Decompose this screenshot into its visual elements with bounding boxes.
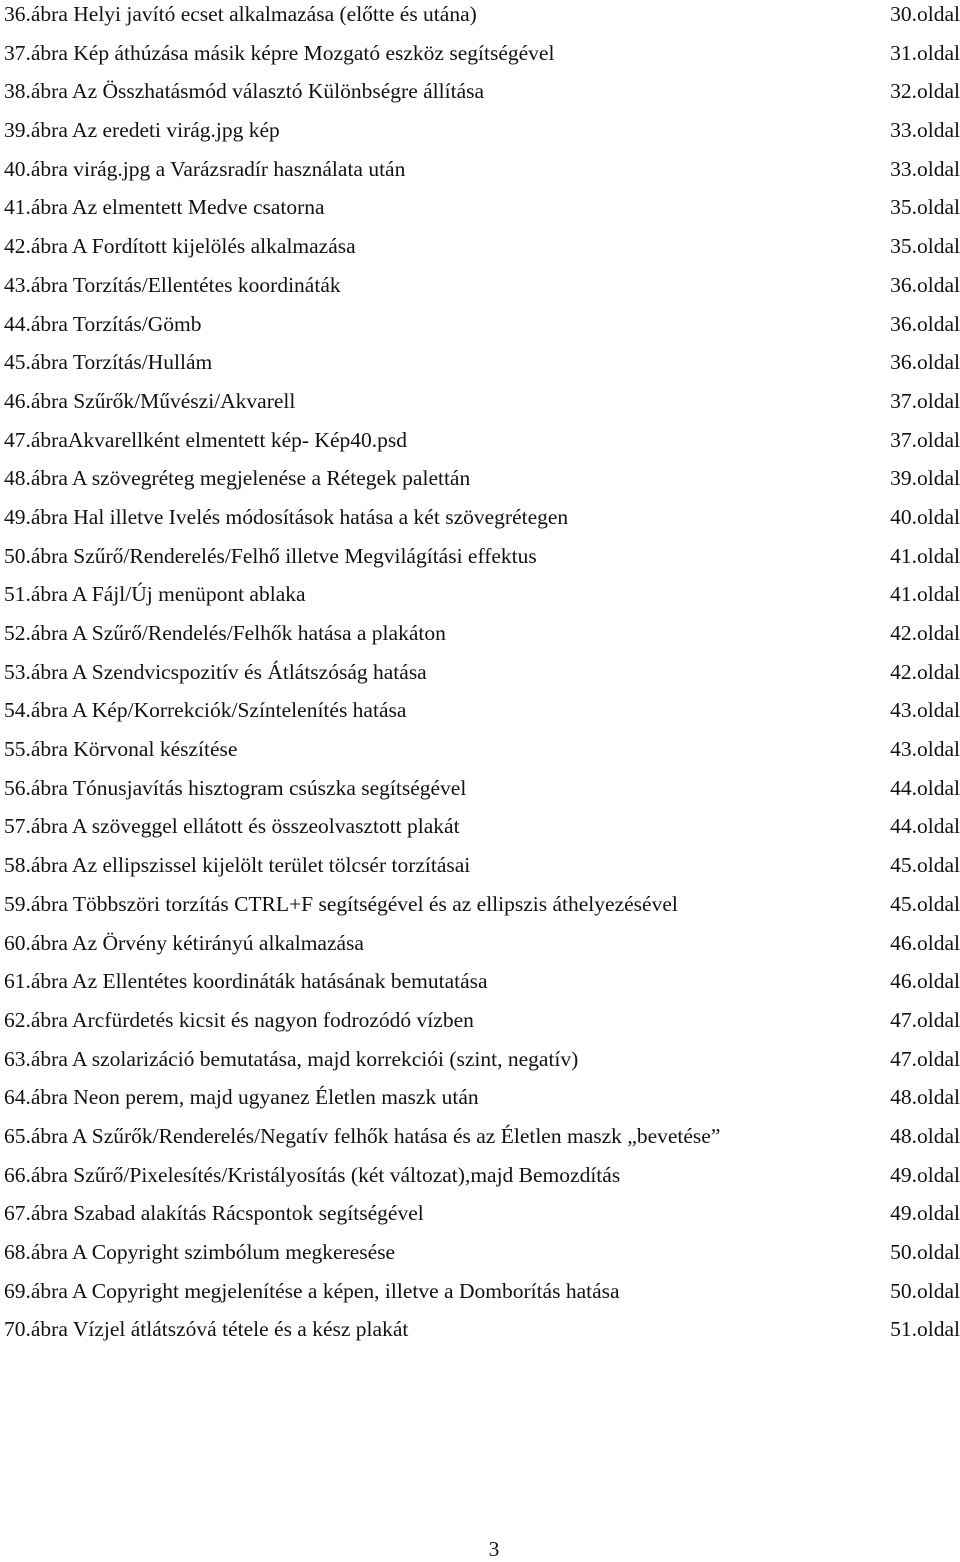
list-item [0, 155, 960, 194]
figure-page-reference: 43.oldal [890, 737, 960, 762]
figure-title: 50.ábra Szűrő/Renderelés/Felhő illetve Megvilágítási effektus [4, 543, 537, 568]
list-item [0, 348, 960, 387]
list-item [0, 193, 960, 232]
figure-title: 51.ábra A Fájl/Új menüpont ablaka [4, 582, 306, 607]
figure-page-reference: 42.oldal [890, 621, 960, 645]
list-item [0, 426, 960, 465]
figure-title: 49.ábra Hal illetve Ivelés módosítások hatása a két szövegrétegen [4, 504, 569, 529]
figure-page-reference: 36.oldal [890, 350, 960, 375]
figure-page-reference: 39.oldal [890, 466, 960, 491]
list-item [0, 503, 960, 542]
figure-title: 52.ábra A Szűrő/Rendelés/Felhők hatása a plakáton [4, 621, 446, 645]
figure-title: 61.ábra Az Ellentétes koordináták hatásának bemutatása [4, 969, 488, 994]
figure-title: 54.ábra A Kép/Korrekciók/Színtelenítés hatása [4, 698, 407, 723]
list-item [0, 658, 960, 697]
list-item [0, 464, 960, 503]
figure-title: 60.ábra Az Örvény kétirányú alkalmazása [4, 930, 364, 955]
figure-page-reference: 46.oldal [890, 930, 960, 955]
figure-title: 38.ábra Az Összhatásmód választó Különbségre állítása [4, 79, 485, 104]
list-item [0, 580, 960, 619]
figure-title: 56.ábra Tónusjavítás hisztogram csúszka segítségével [4, 775, 467, 800]
figure-page-reference: 48.oldal [890, 1085, 960, 1110]
figure-title: 59.ábra Többszöri torzítás CTRL+F segítségével és az ellipszis áthelyezésével [4, 891, 678, 916]
page-number: 3 [488, 1537, 500, 1561]
figure-page-reference: 37.oldal [890, 427, 960, 452]
figure-title: 45.ábra Torzítás/Hullám [4, 350, 213, 375]
figure-page-reference: 41.oldal [890, 543, 960, 568]
figure-title: 48.ábra A szövegréteg megjelenése a Rétegek palettán [4, 466, 471, 491]
list-item [0, 542, 960, 581]
list-item [0, 271, 960, 310]
figure-page-reference: 44.oldal [890, 775, 960, 800]
figure-page-reference: 48.oldal [890, 1123, 960, 1148]
figure-page-reference: 45.oldal [890, 891, 960, 916]
figure-page-reference: 50.oldal [890, 1240, 960, 1264]
list-item [0, 1045, 960, 1084]
list-item [0, 851, 960, 890]
figure-title: 67.ábra Szabad alakítás Rácspontok segítségével [4, 1201, 424, 1226]
figure-title: 46.ábra Szűrők/Művészi/Akvarell [4, 388, 296, 413]
figure-page-reference: 47.oldal [890, 1007, 960, 1032]
figure-page-reference: 30.oldal [890, 2, 960, 26]
figure-title: 69.ábra A Copyright megjelenítése a képen, illetve a Domborítás hatása [4, 1278, 620, 1303]
list-item [0, 116, 960, 155]
figure-page-reference: 46.oldal [890, 969, 960, 994]
figure-title: 43.ábra Torzítás/Ellentétes koordináták [4, 272, 341, 297]
figure-title: 63.ábra A szolarizáció bemutatása, majd korrekciói (szint, negatív) [4, 1046, 579, 1071]
figure-title: 58.ábra Az ellipszissel kijelölt terület tölcsér torzításai [4, 853, 471, 878]
list-item [0, 1161, 960, 1200]
figure-title: 44.ábra Torzítás/Gömb [4, 311, 202, 336]
figure-page-reference: 49.oldal [890, 1162, 960, 1187]
figure-title: 64.ábra Neon perem, majd ugyanez Életlen maszk után [4, 1085, 479, 1110]
list-item [0, 1199, 960, 1238]
figure-title: 66.ábra Szűrő/Pixelesítés/Kristályosítás (két változat),majd Bemozdítás [4, 1162, 621, 1187]
list-item [0, 39, 960, 78]
figure-page-reference: 36.oldal [890, 311, 960, 336]
figure-page-reference: 49.oldal [890, 1201, 960, 1226]
list-item [0, 0, 960, 39]
list-item [0, 812, 960, 851]
list-item [0, 77, 960, 116]
figure-page-reference: 45.oldal [890, 853, 960, 878]
list-item [0, 232, 960, 271]
list-item [0, 774, 960, 813]
list-item [0, 1122, 960, 1161]
list-item [0, 1277, 960, 1316]
figure-title: 65.ábra A Szűrők/Renderelés/Negatív felhők hatása és az Életlen maszk „bevetése” [4, 1123, 721, 1148]
figure-page-reference: 47.oldal [890, 1046, 960, 1071]
list-item [0, 929, 960, 968]
figure-page-reference: 36.oldal [890, 272, 960, 297]
list-item [0, 1315, 960, 1354]
figure-title: 53.ábra A Szendvicspozitív és Átlátszóság hatása [4, 659, 427, 684]
list-item [0, 967, 960, 1006]
list-item [0, 735, 960, 774]
figure-title: 47.ábraAkvarellként elmentett kép- Kép40.psd [4, 427, 407, 452]
figure-title: 62.ábra Arcfürdetés kicsit és nagyon fodrozódó vízben [4, 1007, 474, 1032]
figure-page-reference: 42.oldal [890, 659, 960, 684]
figure-title: 41.ábra Az elmentett Medve csatorna [4, 195, 325, 220]
figure-title: 70.ábra Vízjel átlátszóvá tétele és a kész plakát [4, 1317, 409, 1342]
figure-page-reference: 50.oldal [890, 1278, 960, 1303]
figure-title: 68.ábra A Copyright szimbólum megkeresése [4, 1240, 396, 1264]
list-item [0, 310, 960, 349]
figure-page-reference: 37.oldal [890, 388, 960, 413]
list-item [0, 1238, 960, 1277]
figure-page-reference: 40.oldal [890, 504, 960, 529]
figure-title: 40.ábra virág.jpg a Varázsradír használata után [4, 156, 406, 181]
figure-page-reference: 32.oldal [890, 79, 960, 104]
figure-page-reference: 33.oldal [890, 118, 960, 143]
list-item [0, 1006, 960, 1045]
figure-page-reference: 31.oldal [890, 40, 960, 65]
figure-page-reference: 43.oldal [890, 698, 960, 723]
list-item [0, 387, 960, 426]
figure-page-reference: 33.oldal [890, 156, 960, 181]
figure-page-reference: 35.oldal [890, 195, 960, 220]
figure-page-reference: 35.oldal [890, 234, 960, 259]
list-item [0, 619, 960, 658]
list-item [0, 890, 960, 929]
figure-page-reference: 51.oldal [890, 1317, 960, 1342]
figure-page-reference: 44.oldal [890, 814, 960, 839]
figure-title: 42.ábra A Fordított kijelölés alkalmazása [4, 234, 356, 259]
figure-title: 37.ábra Kép áthúzása másik képre Mozgató eszköz segítségével [4, 40, 555, 65]
list-item [0, 1083, 960, 1122]
figure-title: 57.ábra A szöveggel ellátott és összeolvasztott plakát [4, 814, 460, 839]
figure-title: 39.ábra Az eredeti virág.jpg kép [4, 118, 280, 143]
figure-title: 55.ábra Körvonal készítése [4, 737, 238, 762]
list-item [0, 696, 960, 735]
figure-page-reference: 41.oldal [890, 582, 960, 607]
figure-title: 36.ábra Helyi javító ecset alkalmazása (előtte és utána) [4, 2, 477, 26]
